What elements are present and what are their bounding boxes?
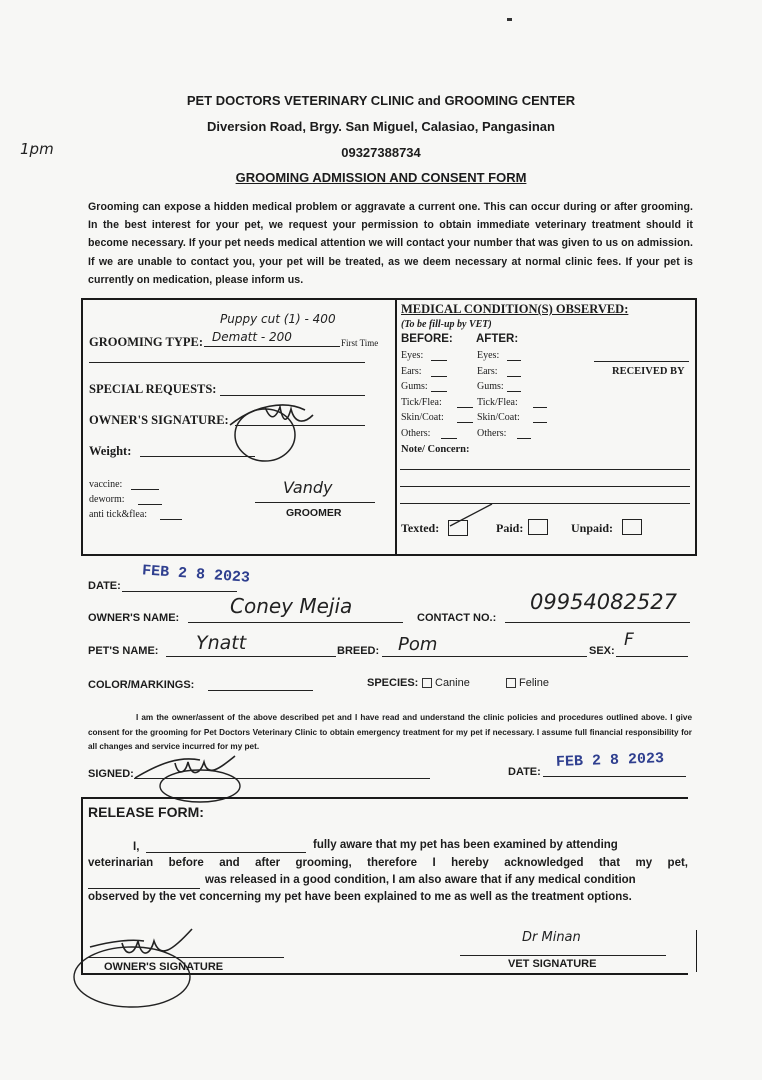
release-name-line [146,852,306,853]
anti-tick-line [160,519,182,520]
grooming-type-line-2 [89,362,365,363]
feline-label: Feline [519,677,549,689]
before-row-line-1 [431,376,447,377]
after-row-1: Ears: [477,365,498,377]
date-label: DATE: [88,580,121,592]
contact-label: CONTACT NO.: [417,612,497,624]
anti-tick-label: anti tick&flea: [89,509,148,520]
after-row-line-4 [533,422,547,423]
groomer-name: Vandy [283,478,333,497]
medical-title: MEDICAL CONDITION(S) OBSERVED: [401,302,629,316]
after-row-line-0 [507,360,521,361]
breed-value: Pom [398,634,438,655]
after-row-3: Tick/Flea: [477,396,518,408]
paid-checkbox[interactable] [528,519,548,535]
grooming-type-label: GROOMING TYPE: [89,335,204,349]
before-row-4: Skin/Coat: [401,412,444,423]
vet-name: Dr Minan [522,930,581,945]
paid-label: Paid: [496,521,524,535]
after-row-line-5 [517,438,531,439]
groomer-line [255,502,375,503]
vet-sig-line [460,955,666,956]
before-row-2: Gums: [401,381,428,392]
before-row-0: Eyes: [401,350,424,361]
signed-date-label: DATE: [508,766,541,778]
clinic-address: Diversion Road, Brgy. San Miguel, Calasiao, Pangasinan [207,119,555,134]
intro-paragraph: Grooming can expose a hidden medical problem or aggravate a current one. This can occur during or after grooming. In the best interest for your pet, we request your permission to obtain immediate veterinary treatment should it become necessary. If your pet needs medical attention we will contact your number that was given to us on admission. If we are unable to contact you, your pet will be treated, as we deem necessary at normal clinic fees. If your pet is currently on medication, please inform us. [88,201,693,286]
note-line-3 [400,503,690,504]
note-line-1 [400,469,690,470]
deworm-line [138,504,162,505]
release-box-right-tick [696,930,697,972]
release-owner-sig-line [88,957,284,958]
grooming-type-value-1: Puppy cut (1) - 400 [220,312,336,326]
breed-label: BREED: [337,645,380,657]
release-box-top [81,797,688,799]
vet-sig-label: VET SIGNATURE [508,958,597,970]
before-row-line-2 [431,391,447,392]
contact-line [505,622,690,623]
texted-label: Texted: [401,521,440,535]
canine-checkbox[interactable] [422,678,432,688]
pet-name-label: PET'S NAME: [88,645,159,657]
signed-date-stamp: FEB 2 8 2023 [555,750,665,771]
pet-name-line [166,656,336,657]
owner-name-label: OWNER'S NAME: [88,612,180,624]
signed-signature-mark [130,748,250,808]
consent-text: I am the owner/assent of the above described pet and I have read and understand the clinic policies and procedures outlined above. I give consent for the grooming for Pet Doctors Veterinary Clinic to obtain emergency treatment for my pet if necessary. I assume full financial responsibility for all changes and service incurred for my pet. [88,713,692,751]
margin-note: 1pm [20,140,54,158]
vaccine-line [131,489,159,490]
release-line4: observed by the vet concerning my pet have been explained to me as well as the treatment options. [88,891,632,903]
after-row-line-2 [507,391,521,392]
unpaid-checkbox[interactable] [622,519,642,535]
first-time-label: First Time [341,338,379,348]
owner-signature-label: OWNER'S SIGNATURE: [89,413,229,427]
owner-signature-mark [225,395,335,465]
clinic-name: PET DOCTORS VETERINARY CLINIC and GROOMING CENTER [186,93,576,108]
canine-label: Canine [435,677,470,689]
release-line1-pre: I, [133,841,140,853]
after-row-line-1 [507,376,521,377]
grooming-type-line [204,346,340,347]
breed-line [382,656,587,657]
note-label: Note/ Concern: [401,444,470,455]
canine-option[interactable] [422,677,470,689]
release-pet-line [88,888,200,889]
release-line1-post: fully aware that my pet has been examined by attending [313,839,618,851]
owner-name-line [188,622,403,623]
pet-name-value: Ynatt [196,632,247,654]
received-by-line [594,361,689,362]
form-title: GROOMING ADMISSION AND CONSENT FORM [235,170,527,185]
groomer-label: GROOMER [286,507,342,519]
color-line [208,690,313,691]
before-row-line-4 [457,422,473,423]
release-line2: veterinarian before and after grooming, therefore I hereby acknowledged that my pet, [88,857,688,869]
note-line-2 [400,486,690,487]
sex-label: SEX: [589,645,615,657]
medical-subtitle: (To be fill-up by VET) [401,319,492,330]
species-label: SPECIES: [367,677,419,689]
before-row-1: Ears: [401,365,422,377]
weight-label: Weight: [89,444,132,458]
texted-check-mark [446,500,496,530]
after-row-line-3 [533,407,547,408]
release-title: RELEASE FORM: [88,804,204,820]
deworm-label: deworm: [89,494,125,505]
release-line3-post: was released in a good condition, I am also aware that if any medical condition [205,874,636,886]
unpaid-label: Unpaid: [571,521,614,535]
special-requests-label: SPECIAL REQUESTS: [89,382,217,396]
feline-option[interactable] [506,677,549,689]
signed-label: SIGNED: [88,768,134,780]
after-row-2: Gums: [477,381,504,392]
received-by-label: RECEIVED BY [612,366,685,377]
before-row-line-5 [441,438,457,439]
feline-checkbox[interactable] [506,678,516,688]
before-row-5: Others: [401,427,431,439]
scan-mark [507,18,512,21]
before-row-line-0 [431,360,447,361]
date-line [122,591,237,592]
date-stamp: FEB 2 8 2023 [141,562,251,587]
vaccine-label: vaccine: [89,479,123,490]
contact-value: 09954082527 [530,590,677,614]
owner-name-value: Coney Mejia [230,594,353,618]
weight-line [140,456,255,457]
before-label: BEFORE: [401,333,453,345]
box-divider [395,298,397,554]
clinic-phone: 09327388734 [341,145,421,160]
after-row-4: Skin/Coat: [477,412,520,423]
after-row-5: Others: [477,427,507,439]
color-label: COLOR/MARKINGS: [88,679,195,691]
before-row-line-3 [457,407,473,408]
after-row-0: Eyes: [477,350,500,361]
signed-date-line [543,776,686,777]
before-row-3: Tick/Flea: [401,396,442,408]
sex-value: F [624,630,634,650]
grooming-type-value-2: Dematt - 200 [212,330,292,344]
sex-line [616,656,688,657]
release-owner-sig-label: OWNER'S SIGNATURE [104,961,224,973]
after-label: AFTER: [476,333,519,345]
